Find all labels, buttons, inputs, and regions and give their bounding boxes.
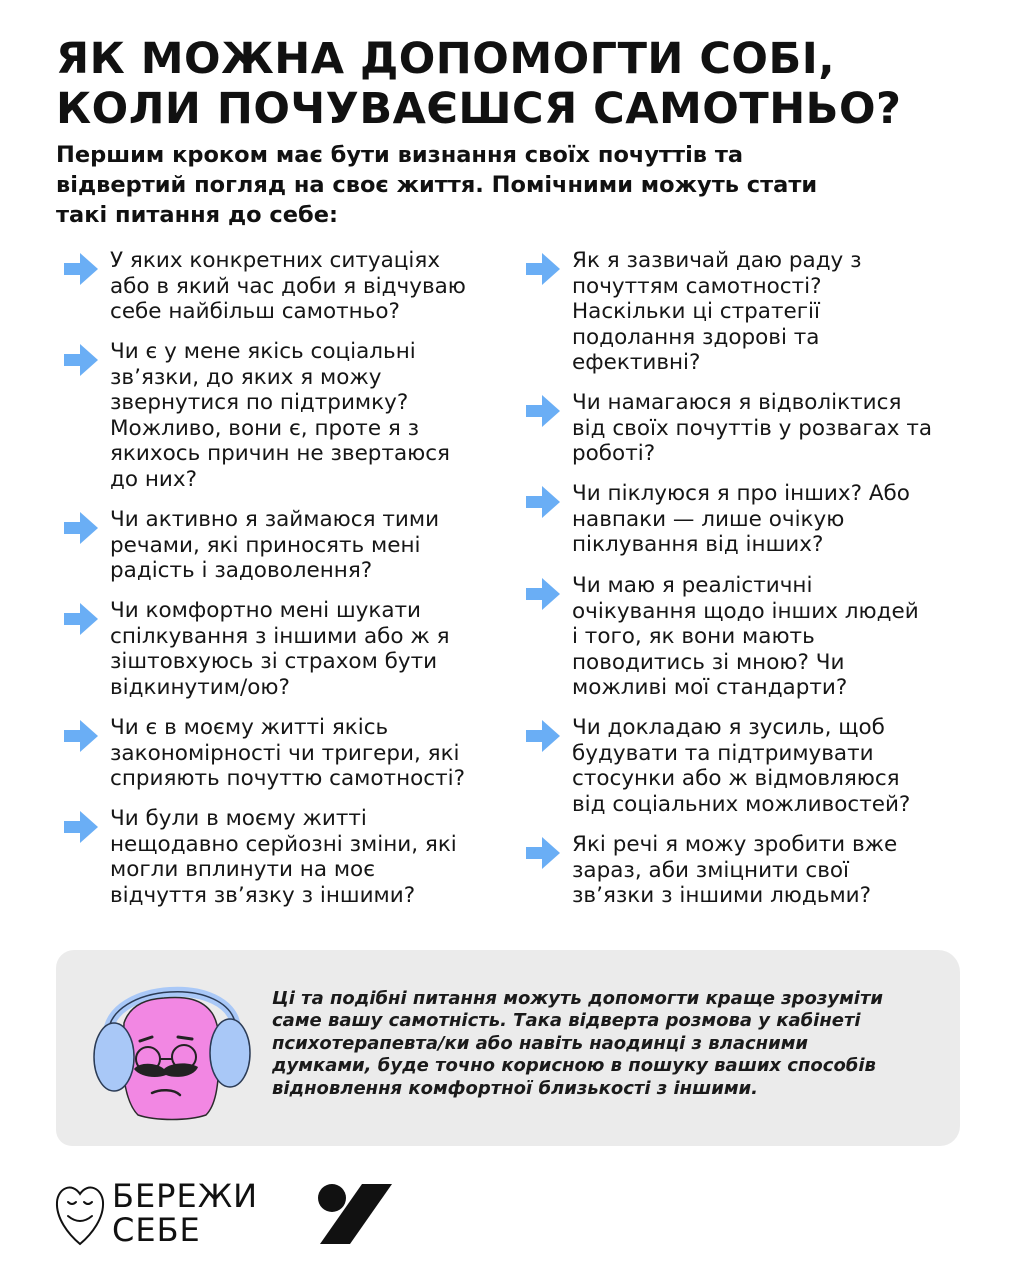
title-line: КОЛИ ПОЧУВАЄШСЯ САМОТНЬО? bbox=[56, 84, 902, 134]
question-line: Як я зазвичай даю раду з bbox=[572, 248, 862, 273]
question-line: Чи докладаю я зусиль, щоб bbox=[572, 715, 885, 740]
question-line: роботі? bbox=[572, 441, 656, 467]
question-line: зіштовхуюсь зі страхом бути bbox=[110, 649, 438, 675]
arrow-right-icon bbox=[524, 250, 562, 288]
question-line: ефективні? bbox=[572, 350, 701, 376]
question-text bbox=[572, 481, 910, 558]
question-line: відчуття зв’язку з іншими? bbox=[110, 882, 416, 908]
question-line: зв’язки з іншими людьми? bbox=[572, 883, 872, 909]
question-line: Чи намагаюся я відволіктися bbox=[572, 390, 902, 415]
question-line: стосунки або ж відмовляюся bbox=[572, 766, 900, 792]
berezhy-sebe-logo bbox=[54, 1178, 294, 1248]
question-text bbox=[572, 390, 932, 467]
face-illustration-icon bbox=[80, 965, 260, 1135]
question-line: сприяють почуттю самотності? bbox=[110, 766, 466, 792]
question-line: зараз, аби зміцнити свої bbox=[572, 857, 850, 883]
question-text bbox=[110, 715, 465, 792]
question-line: звернутися по підтримку? bbox=[110, 390, 409, 416]
heart-logo-icon bbox=[54, 1178, 106, 1246]
callout-line: відновлення комфортної близькості з іншими. bbox=[272, 1077, 759, 1099]
intro-line: такі питання до себе: bbox=[56, 202, 338, 228]
question-text bbox=[110, 339, 450, 493]
arrow-right-icon bbox=[524, 575, 562, 613]
arrow-right-icon bbox=[524, 392, 562, 430]
arrow-right-icon bbox=[62, 600, 100, 638]
arrow-right-icon bbox=[524, 717, 562, 755]
question-text bbox=[110, 598, 450, 700]
question-line: Наскільки ці стратегії bbox=[572, 299, 820, 325]
question-line: від соціальних можливостей? bbox=[572, 791, 911, 817]
question-line: закономірності чи тригери, які bbox=[110, 740, 460, 766]
question-line: Можливо, вони є, проте я з bbox=[110, 415, 420, 441]
callout-text bbox=[272, 988, 932, 1100]
question-text bbox=[572, 248, 862, 376]
question-line: будувати та підтримувати bbox=[572, 740, 874, 766]
question-text bbox=[110, 806, 457, 908]
arrow-right-icon bbox=[62, 341, 100, 379]
callout-line: психотерапевта/ки або навіть наодинці з власними bbox=[272, 1032, 809, 1054]
question-line: можливі мої стандарти? bbox=[572, 675, 848, 701]
intro-line: відвертий погляд на своє життя. Помічними можуть стати bbox=[56, 172, 818, 198]
question-line: зв’язки, до яких я можу bbox=[110, 364, 382, 390]
question-line: Які речі я можу зробити вже bbox=[572, 832, 898, 857]
question-line: навпаки — лише очікую bbox=[572, 506, 845, 532]
question-line: або в який час доби я відчуваю bbox=[110, 273, 466, 299]
question-line: Чи піклуюся я про інших? Або bbox=[572, 481, 910, 506]
question-line: себе найбільш самотньо? bbox=[110, 299, 400, 325]
arrow-right-icon bbox=[62, 808, 100, 846]
question-line: нещодавно серйозні зміни, які bbox=[110, 831, 457, 857]
question-line: почуттям самотності? bbox=[572, 273, 822, 299]
question-line: Чи були в моєму житті bbox=[110, 806, 367, 831]
question-line: Чи є у мене якісь соціальні bbox=[110, 339, 416, 364]
question-line: поводитись зі мною? Чи bbox=[572, 649, 845, 675]
arrow-right-icon bbox=[524, 834, 562, 872]
page-title bbox=[56, 34, 976, 134]
arrow-right-icon bbox=[62, 717, 100, 755]
intro-line: Першим кроком має бути визнання своїх почуттів та bbox=[56, 142, 744, 168]
question-text bbox=[110, 248, 466, 325]
question-text bbox=[110, 507, 439, 584]
question-text bbox=[572, 832, 897, 909]
callout-line: Ці та подібні питання можуть допомогти краще зрозуміти bbox=[272, 988, 884, 1009]
question-line: від своїх почуттів у розвагах та bbox=[572, 415, 933, 441]
question-line: Чи комфортно мені шукати bbox=[110, 598, 422, 623]
question-line: відкинутим/ою? bbox=[110, 674, 290, 700]
brand-mark-icon bbox=[316, 1182, 392, 1244]
question-line: Чи активно я займаюся тими bbox=[110, 507, 440, 532]
question-line: подолання здорові та bbox=[572, 324, 820, 350]
question-line: якихось причин не звертаюся bbox=[110, 441, 450, 467]
arrow-right-icon bbox=[62, 509, 100, 547]
arrow-right-icon bbox=[524, 483, 562, 521]
logo-wordmark bbox=[112, 1179, 258, 1247]
question-text bbox=[572, 715, 910, 817]
title-line: ЯК МОЖНА ДОПОМОГТИ СОБІ, bbox=[56, 34, 836, 84]
callout-line: думками, буде точно корисною в пошуку ваших способів bbox=[272, 1055, 876, 1077]
question-line: очікування щодо інших людей bbox=[572, 598, 919, 624]
logo-line: СЕБЕ bbox=[112, 1211, 201, 1249]
question-line: могли вплинути на моє bbox=[110, 857, 376, 883]
question-line: Чи є в моєму житті якісь bbox=[110, 715, 389, 740]
arrow-right-icon bbox=[62, 250, 100, 288]
callout-line: саме вашу самотність. Така відверта розмова у кабінеті bbox=[272, 1010, 861, 1032]
question-line: піклування від інших? bbox=[572, 532, 824, 558]
intro-paragraph bbox=[56, 140, 936, 230]
question-line: Чи маю я реалістичні bbox=[572, 573, 813, 598]
question-line: і того, як вони мають bbox=[572, 624, 815, 650]
question-text bbox=[572, 573, 919, 701]
question-line: У яких конкретних ситуаціях bbox=[110, 248, 441, 273]
logo-line: БЕРЕЖИ bbox=[112, 1177, 259, 1215]
question-line: речами, які приносять мені bbox=[110, 532, 421, 558]
question-line: спілкування з іншими або ж я bbox=[110, 623, 450, 649]
question-line: до них? bbox=[110, 466, 198, 492]
question-line: радість і задоволення? bbox=[110, 558, 373, 584]
